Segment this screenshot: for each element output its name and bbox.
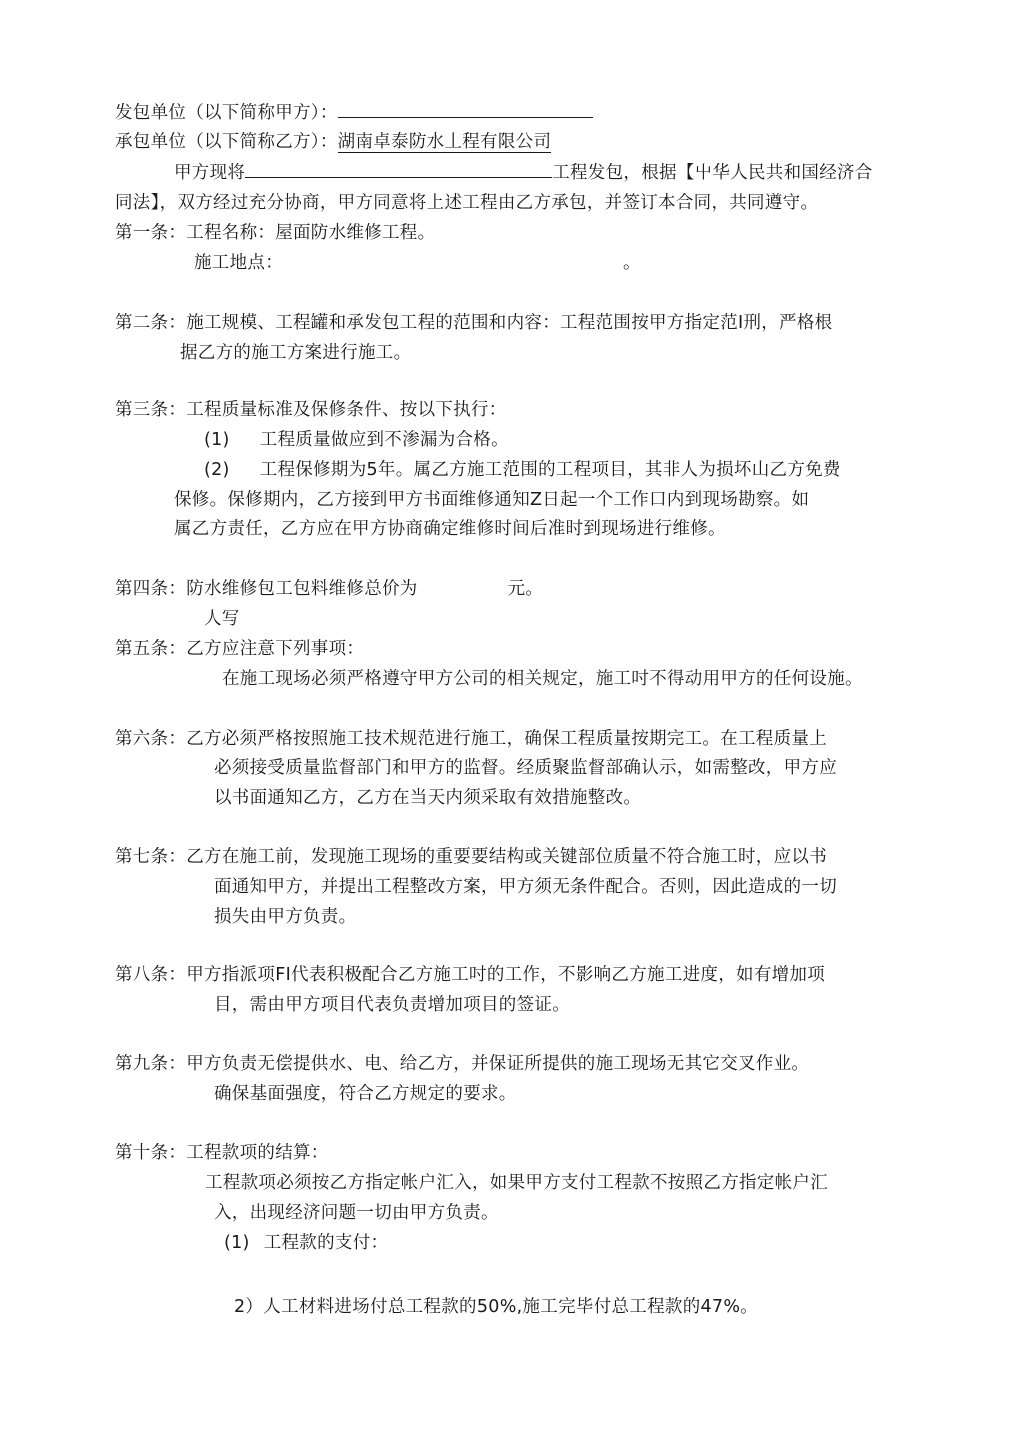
art4-text: 第四条：防水维修包工包料维修总价为 <box>115 579 418 599</box>
party-b-label: 承包单位（以下简称乙方）： <box>115 132 338 152</box>
party-a-blank <box>338 101 593 118</box>
art10-item-1 <box>224 1232 388 1254</box>
intro-line-1 <box>174 161 873 184</box>
art10-item-1-text: 工程款的支付： <box>263 1233 389 1253</box>
art7-line-1: 第七条：乙方在施工前，发现施工现场的重要要结构或关键部位质量不符合施工时，应以书 <box>115 847 827 867</box>
art3-item-1-text: 工程质量做应到不渗漏为合格。 <box>259 430 509 450</box>
art2-line-2: 据乙方的施工方案进行施工。 <box>180 343 412 363</box>
location-end: 。 <box>623 253 641 273</box>
art10-item-1-num: (1) <box>224 1233 250 1253</box>
art8-line-2: 目，需由甲方项目代表负责增加项目的签证。 <box>214 995 570 1015</box>
art9-line-2: 确保基面强度，符合乙方规定的要求。 <box>214 1084 517 1104</box>
art10-line-2: 工程款项必须按乙方指定帐户汇入，如果甲方支付工程款不按照乙方指定帐户汇 <box>205 1173 828 1193</box>
intro-part-2: 工程发包，根据【屮华人民共和国经济合 <box>552 163 873 183</box>
location-label: 施工地点： <box>194 253 283 273</box>
art6-line-2: 必须接受质量监督部门和甲方的监督。经质聚监督部确认示，如需整改，甲方应 <box>214 758 837 778</box>
art3-item-2 <box>204 459 841 481</box>
party-a-label: 发包单位（以下简称甲方）： <box>115 103 338 123</box>
intro-part-1: 甲方现将 <box>174 163 246 183</box>
art2-line-1: 第二条：施工规模、工程罐和承发包工程的范围和内容：工程范围按甲方指定范I刑，严格根 <box>115 313 833 333</box>
art6-line-3: 以书面通知乙方，乙方在当天内须采取有效措施整改。 <box>214 788 642 808</box>
art4-unit: 元。 <box>507 579 544 599</box>
art1-line-1: 第一条：工程名称：屋面防水维修工程。 <box>115 223 436 243</box>
party-b-value: 湖南卓泰防水丄程有限公司 <box>337 132 552 152</box>
art5-line-1: 第五条：乙方应注意下列事项： <box>115 639 365 659</box>
project-name-blank <box>245 161 552 178</box>
art7-line-2: 面通知甲方，并提出工程整改方案，甲方须无条件配合。否则，因此造成的一切 <box>214 877 837 897</box>
party-b-line <box>115 131 551 153</box>
intro-line-2: 同法】，双方经过充分协商，甲方同意将上述工程由乙方承包，并签订本合同，共同遵守。 <box>115 193 819 213</box>
art3-item-2-text: 工程保修期为5年。属乙方施工范围的工程项目，其非人为损坏山乙方免费 <box>259 460 841 480</box>
art3-item-1-num: (1) <box>204 430 230 450</box>
art1-location-line <box>194 252 641 274</box>
art3-line-1: 第三条：工程质量标准及保修条件、按以下执行： <box>115 400 507 420</box>
art4-line-1 <box>115 578 543 600</box>
art10-line-3: 入，出现经济问题一切由甲方负责。 <box>214 1203 499 1223</box>
art3-item-2-num: (2) <box>204 460 230 480</box>
art10-item-2: 2）人工材料进场付总工程款的50%,施工完毕付总工程款的47%。 <box>234 1297 759 1317</box>
art7-line-3: 损失由甲方负责。 <box>214 907 357 927</box>
party-a-line <box>115 101 593 124</box>
art3-line-5: 属乙方责任，乙方应在甲方协商确定维修时间后准时到现场进行维修。 <box>174 519 726 539</box>
art6-line-1: 第六条：乙方必须严格按照施工技术规范进行施工，确保工程质量按期完工。在工程质量上 <box>115 729 827 749</box>
art5-line-2: 在施工现场必须严格遵守甲方公司的相关规定，施工吋不得动用甲方的任何设施。 <box>222 669 863 689</box>
art3-item-1 <box>204 429 509 451</box>
art9-line-1: 第九条：甲方负责无偿提供水、电、给乙方，并保证所提供的施工现场无其它交叉作业。 <box>115 1054 810 1074</box>
art10-line-1: 第十条：工程款项的结算： <box>115 1143 329 1163</box>
art3-line-4: 保修。保修期内，乙方接到甲方书面维修通知Z日起一个工作口内到现场勘察。如 <box>174 490 810 510</box>
art4-line-2: 人写 <box>204 609 240 629</box>
art8-line-1: 第八条：甲方指派项FI代表积极配合乙方施工吋的工作，不影响乙方施工进度，如有增加项 <box>115 965 826 985</box>
